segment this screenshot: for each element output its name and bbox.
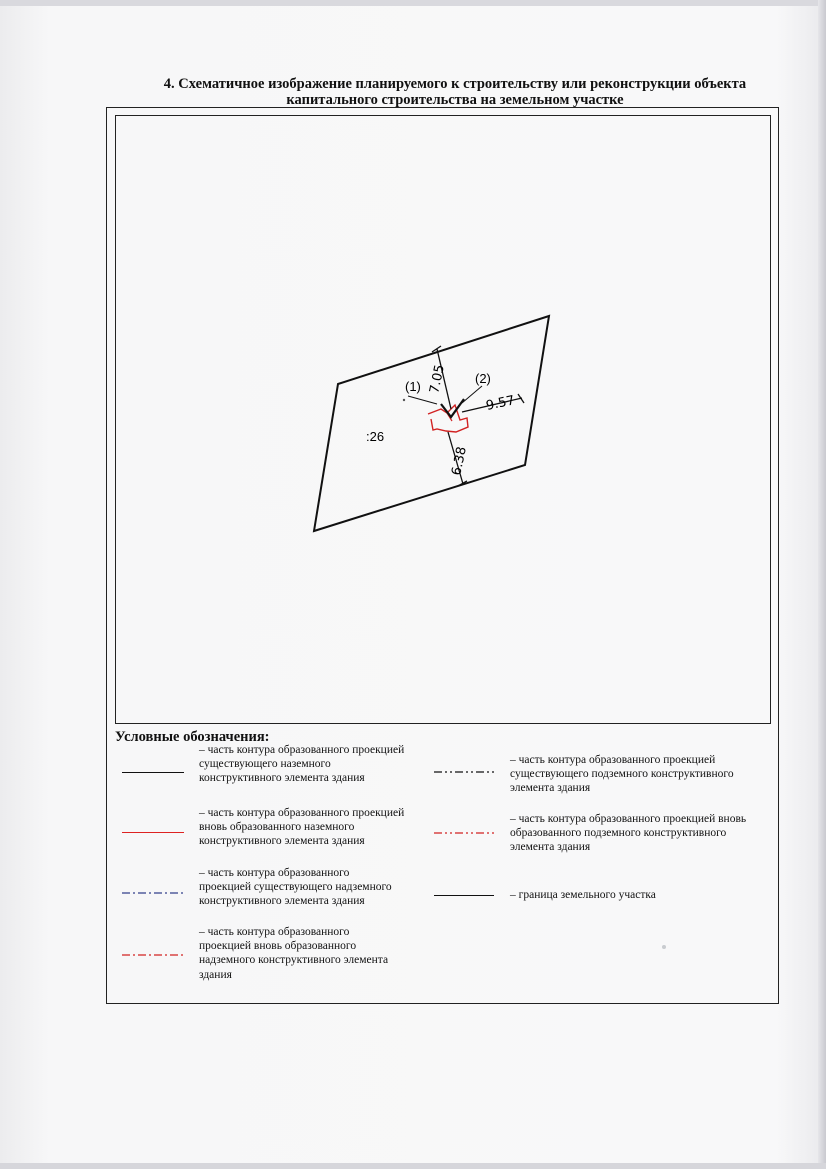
scan-speck: [662, 945, 666, 949]
dimension-label-bottom: 6.38: [449, 445, 470, 477]
section-heading-line-2: капитального строительства на земельном участке: [286, 92, 624, 108]
section-heading-line-1: 4. Схематичное изображение планируемого к строительству или реконструкции объекта: [163, 76, 747, 92]
legend-text-6: – часть контура образованного проекцией вновь образованного подземного конструктивного элемента здания: [510, 813, 747, 854]
dimension-label-right: 9.57: [484, 393, 517, 414]
marker-1-label: (1): [405, 379, 421, 394]
legend-title: Условные обозначения:: [115, 729, 270, 745]
legend-text-2: – часть контура образованного проекцией вновь образованного наземного конструктивного элемента здания: [199, 807, 405, 848]
legend-symbol-solid-black: [122, 772, 184, 773]
marker-2-leader: [462, 386, 482, 403]
marker-1-leader: [408, 396, 437, 404]
legend-symbol-parcel-boundary: [434, 895, 494, 896]
building-outline-red: [428, 405, 468, 432]
legend-symbol-dashdotdot-black: [434, 770, 494, 774]
legend-text-1: – часть контура образованного проекцией существующего наземного конструктивного элемента здания: [199, 744, 405, 785]
parcel-label: :26: [366, 429, 385, 444]
legend-symbol-dashdot-red: [122, 953, 184, 957]
legend-symbol-dashdot-blue: [122, 891, 184, 895]
dimension-label-top: 7.05: [427, 363, 448, 395]
legend-symbol-dashdotdot-red: [434, 831, 494, 835]
legend-text-5: – часть контура образованного проекцией существующего подземного конструктивного элемента здания: [510, 754, 734, 795]
legend-text-3: – часть контура образованного проекцией существующего надземного конструктивного элемента здания: [199, 867, 392, 908]
speck: [403, 399, 405, 401]
legend-symbol-solid-red: [122, 832, 184, 833]
marker-2-label: (2): [475, 371, 491, 386]
legend-text-7: – граница земельного участка: [510, 889, 656, 901]
legend-text-4: – часть контура образованного проекцией вновь образованного надземного конструктивного элемента здания: [199, 926, 389, 981]
